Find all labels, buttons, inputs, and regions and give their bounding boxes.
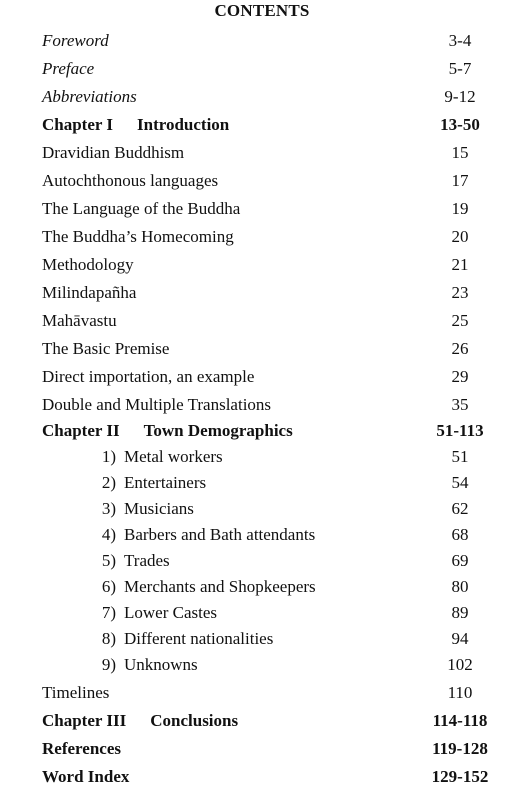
toc-page-number: 89 (451, 603, 469, 622)
toc-entry (0, 364, 524, 390)
toc-entry (0, 626, 524, 652)
toc-entry-label: Direct importation, an example (42, 367, 255, 386)
toc-entry-label: Milindapañha (42, 283, 137, 302)
section-title: Entertainers (124, 473, 207, 492)
toc-page-number: 23 (451, 283, 469, 302)
toc-entry-label: Preface (42, 59, 95, 78)
toc-entry (0, 392, 524, 418)
toc-entry-label (86, 548, 170, 574)
toc-entry (0, 652, 524, 678)
toc-entry-label: References (42, 739, 121, 758)
chapter-title: Introduction (137, 115, 230, 134)
toc-entry-label (86, 496, 194, 522)
chapter-title: Conclusions (150, 711, 239, 730)
toc-page-number: 129-152 (431, 767, 489, 786)
toc-entry (0, 140, 524, 166)
toc-page-number: 29 (451, 367, 469, 386)
section-number: 6) (101, 577, 116, 596)
toc-page-number: 51 (451, 447, 469, 466)
toc-entry-label (86, 626, 273, 652)
toc-page-number: 69 (451, 551, 469, 570)
toc-entry (0, 600, 524, 626)
section-number: 4) (101, 525, 116, 544)
toc-entry (0, 522, 524, 548)
toc-entry (0, 470, 524, 496)
toc-entry (0, 56, 524, 82)
toc-entry-label: Foreword (42, 31, 109, 50)
toc-entry (0, 168, 524, 194)
toc-entry-label (86, 652, 198, 678)
toc-entry (0, 764, 524, 790)
toc-page-number: 13-50 (440, 115, 480, 134)
section-number: 9) (101, 655, 116, 674)
toc-page-number: 119-128 (432, 739, 488, 758)
toc-page-number: 9-12 (444, 87, 476, 106)
toc-page-number: 26 (451, 339, 469, 358)
section-title: Lower Castes (124, 603, 218, 622)
chapter-number: Chapter II (42, 421, 120, 440)
toc-entry-label (42, 708, 238, 734)
toc-entry-label (86, 574, 316, 600)
toc-entry-label: Autochthonous languages (42, 171, 219, 190)
section-title: Barbers and Bath attendants (124, 525, 316, 544)
page-title: CONTENTS (214, 1, 310, 20)
toc-page-number: 94 (451, 629, 469, 648)
toc-entry-label (86, 522, 315, 548)
toc-entry-label (86, 600, 217, 626)
toc-entry-label: Abbreviations (42, 87, 137, 106)
toc-page-number: 102 (447, 655, 473, 674)
toc-page-number: 62 (451, 499, 469, 518)
section-number: 7) (101, 603, 116, 622)
section-title: Different nationalities (124, 629, 274, 648)
toc-entry (0, 444, 524, 470)
toc-page-number: 21 (451, 255, 469, 274)
toc-entry (0, 224, 524, 250)
toc-entry-label: Mahāvastu (42, 311, 117, 330)
toc-page-number: 20 (451, 227, 469, 246)
section-number: 1) (101, 447, 116, 466)
toc-entry-label (86, 470, 206, 496)
toc-entry (0, 736, 524, 762)
toc-entry (0, 28, 524, 54)
toc-entry (0, 708, 524, 734)
toc-entry-label: The Basic Premise (42, 339, 170, 358)
section-number: 8) (101, 629, 116, 648)
section-title: Metal workers (124, 447, 223, 466)
toc-page-number: 54 (451, 473, 469, 492)
toc-page-number: 110 (447, 683, 473, 702)
toc-entry-label: Dravidian Buddhism (42, 143, 185, 162)
toc-entry-label: Methodology (42, 255, 134, 274)
toc-entry (0, 84, 524, 110)
toc-entry (0, 112, 524, 138)
chapter-title: Town Demographics (143, 421, 293, 440)
section-title: Musicians (124, 499, 194, 518)
section-number: 2) (101, 473, 116, 492)
toc-entry-label: Word Index (42, 767, 130, 786)
toc-page-number: 51-113 (436, 421, 484, 440)
toc-page-number: 68 (451, 525, 469, 544)
section-title: Merchants and Shopkeepers (124, 577, 316, 596)
section-number: 3) (101, 499, 116, 518)
toc-page-number: 5-7 (448, 59, 472, 78)
toc-entry-label (42, 418, 293, 444)
toc-page-number: 114-118 (432, 711, 488, 730)
toc-entry-label: The Buddha’s Homecoming (42, 227, 234, 246)
toc-page-number: 35 (451, 395, 469, 414)
section-title: Trades (124, 551, 170, 570)
toc-entry-label (86, 444, 223, 470)
toc-entry-label: The Language of the Buddha (42, 199, 241, 218)
toc-entry-label: Timelines (42, 683, 110, 702)
toc-page-number: 3-4 (448, 31, 472, 50)
chapter-number: Chapter I (42, 115, 113, 134)
toc-entry (0, 252, 524, 278)
toc-entry (0, 308, 524, 334)
toc-page-number: 19 (451, 199, 469, 218)
toc-page-number: 15 (451, 143, 469, 162)
chapter-number: Chapter III (42, 711, 127, 730)
section-number: 5) (101, 551, 116, 570)
toc-entry (0, 196, 524, 222)
toc-page-number: 17 (451, 171, 469, 190)
section-title: Unknowns (124, 655, 198, 674)
toc-page-number: 25 (451, 311, 469, 330)
toc-page-number: 80 (451, 577, 469, 596)
toc-entry (0, 418, 524, 444)
toc-entry (0, 496, 524, 522)
toc-entry (0, 680, 524, 706)
toc-entry (0, 548, 524, 574)
toc-entry-label: Double and Multiple Translations (42, 395, 272, 414)
toc-entry (0, 280, 524, 306)
toc-entry-label (42, 112, 229, 138)
toc-entry (0, 336, 524, 362)
toc-entry (0, 574, 524, 600)
